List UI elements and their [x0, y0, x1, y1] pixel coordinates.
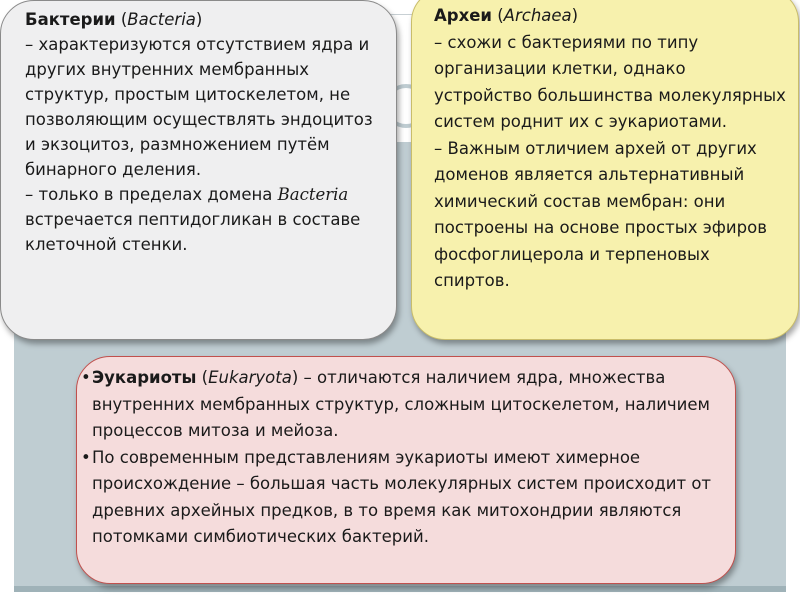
bacteria-latin-name: Bacteria [127, 10, 196, 29]
archaea-heading [434, 3, 788, 30]
eukaryota-title: Эукариоты [92, 368, 197, 387]
archaea-title: Археи [434, 6, 492, 25]
bullet-icon: • [81, 368, 91, 387]
eukaryota-bullet-1-text [92, 365, 723, 445]
eukaryota-paren-open: ( [196, 368, 209, 387]
bacteria-heading [25, 7, 386, 32]
eukaryota-bullet-1-body: – отличаются наличием ядра, множества внутренних мембранных структур, сложным цитоскелетом, наличием процессов митоза и мейоза. [92, 368, 710, 440]
bacteria-paragraph-1: – характеризуются отсутствием ядра и других внутренних мембранных структур, простым цитоскелетом, не позволяющим осуществлять эндоцитоз и экзоцитоз, размножением путём бинарного деления. [25, 35, 373, 179]
bacteria-box [0, 0, 397, 340]
bacteria-latin-inline: Bacteria [277, 185, 349, 204]
eukaryota-latin-name: Eukaryota [208, 368, 292, 387]
bacteria-title: Бактерии [25, 10, 116, 29]
archaea-box [411, 0, 799, 340]
eukaryota-bullet-1 [81, 365, 723, 445]
eukaryota-box [76, 356, 736, 584]
bacteria-paren-close: ) [195, 10, 203, 29]
bacteria-paragraph-2-end: встречается пептидогликан в составе клеточной стенки. [25, 210, 361, 254]
slide-bottom-strip [14, 586, 786, 592]
bacteria-paren-open: ( [115, 10, 128, 29]
bacteria-paragraph-2-start: – только в пределах домена [25, 185, 278, 204]
archaea-paragraph-2: – Важным отличием архей от других доменов является альтернативный химический состав мембран: они построены на основе простых эфиров фосфоглицерола и терпеновых спиртов. [434, 138, 767, 290]
archaea-latin-name: Archaea [503, 6, 572, 25]
eukaryota-paren-close: ) [291, 368, 299, 387]
archaea-paragraph-1: – схожи с бактериями по типу организации клетки, однако устройство большинства молекулярных систем роднит их с эукариотами. [434, 32, 786, 131]
eukaryota-bullet-2 [81, 445, 723, 551]
archaea-paren-open: ( [491, 6, 504, 25]
eukaryota-bullet-2-text: По современным представлениям эукариоты имеют химерное происхождение – большая часть молекулярных систем происходит от древних архейных предков, в то время как митохондрии являются потомками симбиотических бактерий. [92, 447, 712, 546]
bacteria-paragraph-2 [25, 182, 386, 257]
bullet-icon: • [81, 447, 91, 467]
archaea-paren-close: ) [571, 6, 579, 25]
